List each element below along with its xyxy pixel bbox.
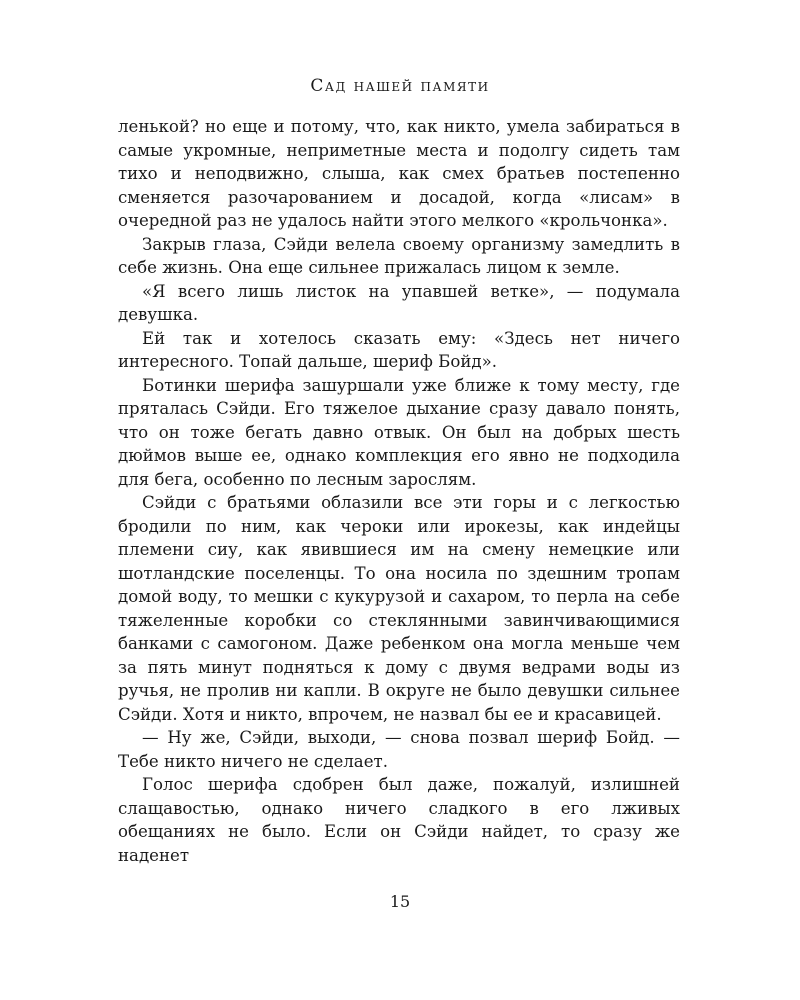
paragraph: Ей так и хотелось сказать ему: «Здесь нет ничего интересного. Топай дальше, шериф Бойд». bbox=[118, 328, 680, 371]
paragraph: Ботинки шерифа зашуршали уже ближе к тому месту, где пряталась Сэйди. Его тяжелое дыхание сразу давало понять, что он тоже бегать давно отвык. Он был на добрых шесть дюймов выше ее, однако комплекция его явно не подходила для бега, особенно по лесным зарослям. bbox=[118, 375, 680, 489]
paragraph: Голос шерифа сдобрен был даже, пожалуй, излишней слащавостью, однако ничего сладкого в его лживых обещаниях не было. Если он Сэйди найдет, то сразу же наденет bbox=[118, 775, 680, 865]
running-head: Сад нашей памяти bbox=[310, 76, 490, 96]
page-number: 15 bbox=[389, 892, 411, 911]
paragraph: — Ну же, Сэйди, выходи, — снова позвал шериф Бойд. — Тебе никто ничего не сделает. bbox=[118, 728, 680, 771]
paragraph: «Я всего лишь листок на упавшей ветке», — подумала девушка. bbox=[118, 281, 680, 324]
body-text bbox=[118, 115, 680, 867]
paragraph: Сэйди с братьями облазили все эти горы и с легкостью бродили по ним, как чероки или ирокезы, как индейцы племени сиу, как явившиеся им на смену немецкие или шотландские поселенцы. То она носила по здешним тропам домой воду, то мешки с кукурузой и сахаром, то перла на себе тяжеленные коробки со стеклянными завинчивающимися банками с самогоном. Даже ребенком она могла меньше чем за пять минут подняться к дому с двумя ведрами воды из ручья, не пролив ни капли. В округе не было девушки сильнее Сэйди. Хотя и никто, впрочем, не назвал бы ее и красавицей. bbox=[118, 493, 680, 724]
paragraph: Закрыв глаза, Сэйди велела своему организму замедлить в себе жизнь. Она еще сильнее прижалась лицом к земле. bbox=[118, 234, 680, 277]
paragraph-continued: ленькой? но еще и потому, что, как никто, умела забираться в самые укромные, неприметные места и подолгу сидеть там тихо и неподвижно, слыша, как смех братьев постепенно сменяется разочарованием и досадой, когда «лисам» в очередной раз не удалось найти этого мелкого «крольчонка». bbox=[118, 117, 680, 230]
